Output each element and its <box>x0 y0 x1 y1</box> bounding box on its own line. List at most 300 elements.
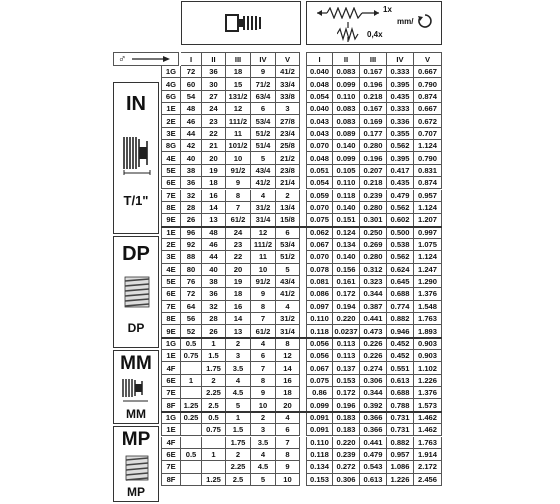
mm-thread-icon <box>120 377 154 403</box>
section-mp <box>113 426 159 502</box>
row-code: 3E <box>161 251 181 263</box>
row-code: 9E <box>161 214 181 226</box>
feed-col-header-iv: IV <box>387 52 414 66</box>
thread-value: 4.5 <box>226 387 251 399</box>
row-code: 6E <box>161 177 181 189</box>
thread-value: 6 <box>276 227 300 239</box>
thread-value: 15/8 <box>276 214 300 226</box>
row-code: 6E <box>161 288 181 300</box>
thread-value: 26 <box>202 325 226 337</box>
thread-value <box>181 424 202 436</box>
thread-value: 3.5 <box>251 437 276 449</box>
feed-zigzag-icon <box>337 22 359 42</box>
feed-value: 1.124 <box>414 251 442 263</box>
thread-value: 23 <box>202 115 226 127</box>
feed-value: 1.893 <box>414 325 442 337</box>
feed-value: 1.763 <box>414 313 442 325</box>
thread-value: 48 <box>202 227 226 239</box>
thread-value: 101/2 <box>226 140 251 152</box>
feed-value: 0.099 <box>306 399 333 411</box>
feed-value: 0.167 <box>360 66 387 78</box>
thread-value: 31/4 <box>251 214 276 226</box>
feed-value: 0.562 <box>387 140 414 152</box>
feed-value: 1.086 <box>387 461 414 473</box>
feed-value: 1.226 <box>387 474 414 486</box>
thread-value: 18 <box>202 177 226 189</box>
thread-value: 61/2 <box>226 214 251 226</box>
feed-value: 0.099 <box>333 152 360 164</box>
feed-value: 1.226 <box>414 375 442 387</box>
thread-value: 2.25 <box>226 461 251 473</box>
gear-selector-header <box>113 52 179 66</box>
feed-value: 1.247 <box>414 264 442 276</box>
feed-value: 0.957 <box>387 449 414 461</box>
row-code: 7E <box>161 190 181 202</box>
thread-value: 18 <box>226 66 251 78</box>
thread-value: 64 <box>181 301 202 313</box>
feed-value: 1.462 <box>414 424 442 436</box>
feed-value: 0.667 <box>414 66 442 78</box>
feed-header-box <box>306 1 442 45</box>
row-code: 5E <box>161 276 181 288</box>
feed-value: 1.376 <box>414 288 442 300</box>
thread-value: 111/2 <box>251 239 276 251</box>
feed-value: 0.048 <box>306 152 333 164</box>
feed-value: 1.462 <box>414 412 442 424</box>
thread-value: 8 <box>276 449 300 461</box>
row-code: 7E <box>161 461 181 473</box>
thread-value: 42 <box>181 140 202 152</box>
section-divider <box>161 226 442 228</box>
feed-col-header-ii: II <box>333 52 360 66</box>
thread-value: 4 <box>251 338 276 350</box>
feed-value: 0.874 <box>414 91 442 103</box>
row-code: 1E <box>161 350 181 362</box>
row-code: 8G <box>161 140 181 152</box>
feed-value: 0.040 <box>306 103 333 115</box>
feed-value: 0.118 <box>306 325 333 337</box>
feed-value: 0.874 <box>414 177 442 189</box>
feed-value: 0.355 <box>387 128 414 140</box>
thread-value: 48 <box>181 103 202 115</box>
thread-value: 80 <box>181 264 202 276</box>
thread-value: 23 <box>226 239 251 251</box>
feed-value: 0.774 <box>387 301 414 313</box>
feed-value: 0.312 <box>360 264 387 276</box>
feed-value: 0.110 <box>333 177 360 189</box>
feed-value: 0.957 <box>414 190 442 202</box>
thread-value: 46 <box>202 239 226 251</box>
feed-value: 0.903 <box>414 338 442 350</box>
thread-value: 20 <box>226 264 251 276</box>
thread-value: 16 <box>226 301 251 313</box>
thread-value: 9 <box>251 387 276 399</box>
feed-value: 1.102 <box>414 362 442 374</box>
thread-value: 2 <box>251 412 276 424</box>
feed-value: 0.562 <box>387 251 414 263</box>
feed-value: 0.043 <box>306 115 333 127</box>
thread-value: 14 <box>276 362 300 374</box>
feed-value: 0.196 <box>360 78 387 90</box>
thread-value <box>181 387 202 399</box>
thread-value: 18 <box>226 288 251 300</box>
feed-value: 0.479 <box>387 190 414 202</box>
thread-value: 0.5 <box>181 338 202 350</box>
thread-value: 41/2 <box>251 177 276 189</box>
feed-value: 0.067 <box>306 362 333 374</box>
thread-value: 52 <box>181 325 202 337</box>
feed-value: 0.613 <box>360 474 387 486</box>
feed-value: 0.731 <box>387 424 414 436</box>
thread-value: 7 <box>251 362 276 374</box>
thread-value: 23/4 <box>276 128 300 140</box>
feed-value: 0.333 <box>387 103 414 115</box>
section-dp-title: DP <box>122 243 150 265</box>
thread-value <box>181 474 202 486</box>
row-code: 6E <box>161 449 181 461</box>
col-header-v: V <box>276 52 300 66</box>
thread-value <box>181 461 202 473</box>
thread-value: 27/8 <box>276 115 300 127</box>
feed-value: 0.667 <box>414 103 442 115</box>
feed-value: 0.946 <box>387 325 414 337</box>
thread-value: 27 <box>202 91 226 103</box>
thread-value: 32 <box>202 301 226 313</box>
thread-value: 6 <box>251 350 276 362</box>
feed-value: 0.183 <box>333 424 360 436</box>
feed-value: 0.167 <box>360 103 387 115</box>
thread-value: 14 <box>202 202 226 214</box>
thread-value <box>181 437 202 449</box>
threaded-bolt-icon <box>182 2 300 44</box>
thread-value: 20 <box>202 152 226 164</box>
feed-value: 0.083 <box>333 66 360 78</box>
feed-value: 0.882 <box>387 313 414 325</box>
feed-value: 0.110 <box>333 91 360 103</box>
row-code: 4F <box>161 362 181 374</box>
thread-value: 10 <box>226 152 251 164</box>
thread-value: 53/4 <box>276 239 300 251</box>
feed-value: 0.280 <box>360 202 387 214</box>
thread-value: 28 <box>181 202 202 214</box>
thread-value: 8 <box>251 301 276 313</box>
thread-value: 5 <box>251 474 276 486</box>
feed-value: 1.290 <box>414 276 442 288</box>
feed-value: 0.333 <box>387 66 414 78</box>
feed-value: 0.218 <box>360 91 387 103</box>
feed-value: 0.110 <box>306 313 333 325</box>
thread-value: 2 <box>226 449 251 461</box>
feed-value: 0.831 <box>414 165 442 177</box>
feed-value: 0.220 <box>333 313 360 325</box>
feed-col-header-i: I <box>306 52 333 66</box>
feed-value: 0.099 <box>333 78 360 90</box>
feed-value: 0.196 <box>333 399 360 411</box>
thread-value: 51/2 <box>276 251 300 263</box>
col-header-i: I <box>181 52 202 66</box>
feed-value: 0.435 <box>387 91 414 103</box>
inch-thread-icon <box>120 133 156 175</box>
feed-value: 0.336 <box>387 115 414 127</box>
feed-value: 0.239 <box>360 190 387 202</box>
thread-value: 1.75 <box>202 362 226 374</box>
feed-value: 0.075 <box>306 214 333 226</box>
thread-value: 2.5 <box>202 399 226 411</box>
feed-value: 0.056 <box>306 350 333 362</box>
feed-value: 1.548 <box>414 301 442 313</box>
col-header-iii: III <box>226 52 251 66</box>
feed-value: 1.376 <box>414 387 442 399</box>
row-code: 4E <box>161 264 181 276</box>
feed-value: 0.479 <box>360 449 387 461</box>
feed-value: 0.882 <box>387 437 414 449</box>
row-code: 3E <box>161 128 181 140</box>
thread-value: 91/2 <box>226 165 251 177</box>
thread-value: 9 <box>276 461 300 473</box>
thread-value: 3 <box>251 424 276 436</box>
dp-thread-icon <box>122 275 152 309</box>
thread-value: 88 <box>181 251 202 263</box>
section-dp <box>113 236 159 348</box>
thread-value: 40 <box>181 152 202 164</box>
thread-value: 20 <box>276 399 300 411</box>
feed-value: 1.075 <box>414 239 442 251</box>
thread-value: 0.5 <box>202 412 226 424</box>
thread-value: 7 <box>251 313 276 325</box>
thread-value: 1.75 <box>226 437 251 449</box>
thread-value: 21/2 <box>276 152 300 164</box>
thread-value: 3.5 <box>226 362 251 374</box>
feed-value: 0.089 <box>333 128 360 140</box>
thread-value: 7 <box>226 202 251 214</box>
thread-value: 5 <box>276 264 300 276</box>
thread-value: 13 <box>226 325 251 337</box>
feed-value: 0.441 <box>360 437 387 449</box>
feed-value: 0.134 <box>333 239 360 251</box>
feed-value: 0.301 <box>360 214 387 226</box>
feed-value: 0.688 <box>387 387 414 399</box>
thread-value: 63/4 <box>251 91 276 103</box>
feed-value: 0.078 <box>306 264 333 276</box>
feed-value: 0.124 <box>333 227 360 239</box>
thread-value: 28 <box>202 313 226 325</box>
thread-value: 3 <box>276 103 300 115</box>
feed-value: 0.218 <box>360 177 387 189</box>
row-code: 2E <box>161 239 181 251</box>
feed-value: 0.997 <box>414 227 442 239</box>
feed-value: 0.306 <box>333 474 360 486</box>
thread-value: 9 <box>251 66 276 78</box>
feed-value: 0.194 <box>333 301 360 313</box>
feed-value: 0.788 <box>387 399 414 411</box>
section-in <box>113 82 159 234</box>
thread-value: 19 <box>202 165 226 177</box>
thread-value: 24 <box>226 227 251 239</box>
thread-value: 91/2 <box>251 276 276 288</box>
thread-value: 14 <box>226 313 251 325</box>
feed-value: 0.707 <box>414 128 442 140</box>
thread-value: 8 <box>251 375 276 387</box>
feed-value: 0.344 <box>360 288 387 300</box>
feed-value: 0.140 <box>333 140 360 152</box>
section-mm-title: MM <box>120 353 152 374</box>
feed-value: 0.452 <box>387 350 414 362</box>
feed-value: 0.790 <box>414 152 442 164</box>
feed-value: 0.062 <box>306 227 333 239</box>
thread-value: 41/2 <box>276 66 300 78</box>
feed-value: 0.118 <box>306 449 333 461</box>
feed-value: 0.272 <box>333 461 360 473</box>
thread-value: 1 <box>181 375 202 387</box>
thread-value: 4 <box>251 449 276 461</box>
feed-value: 1.124 <box>414 202 442 214</box>
feed-value: 0.731 <box>387 412 414 424</box>
thread-value: 31/2 <box>276 313 300 325</box>
thread-value: 8 <box>276 338 300 350</box>
thread-value: 36 <box>202 288 226 300</box>
thread-value: 38 <box>181 165 202 177</box>
feed-value: 0.387 <box>360 301 387 313</box>
thread-value: 0.5 <box>181 449 202 461</box>
feed-value: 0.043 <box>306 128 333 140</box>
thread-value: 33/4 <box>276 78 300 90</box>
thread-value: 111/2 <box>226 115 251 127</box>
row-code: 5E <box>161 165 181 177</box>
thread-value: 26 <box>181 214 202 226</box>
thread-value: 43/4 <box>251 165 276 177</box>
feed-value: 0.140 <box>333 251 360 263</box>
feed-value: 0.070 <box>306 251 333 263</box>
thread-value: 16 <box>202 190 226 202</box>
feed-value: 0.207 <box>360 165 387 177</box>
thread-value: 4 <box>251 190 276 202</box>
feed-value: 0.070 <box>306 140 333 152</box>
feed-value: 0.118 <box>333 190 360 202</box>
feed-value: 0.417 <box>387 165 414 177</box>
feed-value: 0.151 <box>333 214 360 226</box>
thread-value: 11 <box>226 128 251 140</box>
row-code: 9E <box>161 325 181 337</box>
section-in-title: IN <box>126 93 146 115</box>
feed-value: 0.081 <box>306 276 333 288</box>
feed-value: 0.226 <box>360 338 387 350</box>
thread-value: 53/4 <box>251 115 276 127</box>
thread-value: 1 <box>202 338 226 350</box>
thread-value: 76 <box>181 276 202 288</box>
thread-value: 44 <box>202 251 226 263</box>
feed-value: 0.113 <box>333 338 360 350</box>
feed-value: 0.172 <box>333 387 360 399</box>
feed-value: 2.456 <box>414 474 442 486</box>
thread-value: 1.5 <box>202 350 226 362</box>
feed-col-header-v: V <box>414 52 442 66</box>
feed-value: 0.156 <box>333 264 360 276</box>
feed-value: 0.306 <box>360 375 387 387</box>
section-divider <box>161 337 442 339</box>
thread-value: 21 <box>202 140 226 152</box>
thread-value: 0.75 <box>181 350 202 362</box>
thread-value: 46 <box>181 115 202 127</box>
feed-value: 0.113 <box>333 350 360 362</box>
feed-value: 0.452 <box>387 338 414 350</box>
thread-value: 11 <box>251 251 276 263</box>
feed-value: 0.083 <box>333 103 360 115</box>
thread-value: 1.5 <box>226 424 251 436</box>
thread-value: 18 <box>276 387 300 399</box>
row-code: 1E <box>161 227 181 239</box>
thread-value: 12 <box>276 350 300 362</box>
thread-value: 51/2 <box>251 128 276 140</box>
feed-value: 0.280 <box>360 251 387 263</box>
feed-value: 0.435 <box>387 177 414 189</box>
feed-value: 0.441 <box>360 313 387 325</box>
feed-value: 2.172 <box>414 461 442 473</box>
thread-value: 21/4 <box>276 177 300 189</box>
thread-value <box>181 362 202 374</box>
thread-value: 41/2 <box>276 288 300 300</box>
thread-value: 33/8 <box>276 91 300 103</box>
feed-value: 0.048 <box>306 78 333 90</box>
row-code: 4E <box>161 152 181 164</box>
thread-value: 24 <box>202 103 226 115</box>
feed-1x-label: 1x <box>383 5 392 14</box>
thread-value <box>202 437 226 449</box>
feed-value: 0.056 <box>306 338 333 350</box>
feed-value: 0.220 <box>333 437 360 449</box>
thread-value: 2 <box>276 190 300 202</box>
feed-value: 0.602 <box>387 214 414 226</box>
thread-value: 51/4 <box>251 140 276 152</box>
feed-value: 0.070 <box>306 202 333 214</box>
feed-value: 0.543 <box>360 461 387 473</box>
feed-value: 0.269 <box>360 239 387 251</box>
feed-value: 0.538 <box>387 239 414 251</box>
feed-value: 0.140 <box>333 202 360 214</box>
feed-value: 0.054 <box>306 177 333 189</box>
thread-value: 6 <box>251 103 276 115</box>
mp-thread-icon <box>123 454 151 482</box>
feed-value: 0.097 <box>306 301 333 313</box>
row-code: 8E <box>161 202 181 214</box>
thread-value: 9 <box>226 177 251 189</box>
feed-value: 0.392 <box>360 399 387 411</box>
thread-value: 40 <box>202 264 226 276</box>
feed-04x-label: 0,4x <box>367 30 383 39</box>
thread-value: 13/4 <box>276 202 300 214</box>
thread-value: 10 <box>276 474 300 486</box>
thread-value: 30 <box>202 78 226 90</box>
feed-value: 0.177 <box>360 128 387 140</box>
thread-value: 0.75 <box>202 424 226 436</box>
row-code: 6E <box>161 375 181 387</box>
thread-value: 1.25 <box>181 399 202 411</box>
col-header-ii: II <box>202 52 226 66</box>
section-in-caption: T/1" <box>123 193 149 208</box>
feed-value: 0.645 <box>387 276 414 288</box>
row-code: 1G <box>161 66 181 78</box>
thread-value: 2 <box>202 375 226 387</box>
feed-value: 1.763 <box>414 437 442 449</box>
feed-value: 0.903 <box>414 350 442 362</box>
thread-value: 6 <box>276 424 300 436</box>
feed-value: 0.473 <box>360 325 387 337</box>
feed-value: 0.169 <box>360 115 387 127</box>
feed-value: 0.395 <box>387 78 414 90</box>
feed-value: 0.067 <box>306 239 333 251</box>
rotation-icon <box>417 13 433 29</box>
thread-value: 12 <box>226 103 251 115</box>
feed-value: 1.207 <box>414 214 442 226</box>
